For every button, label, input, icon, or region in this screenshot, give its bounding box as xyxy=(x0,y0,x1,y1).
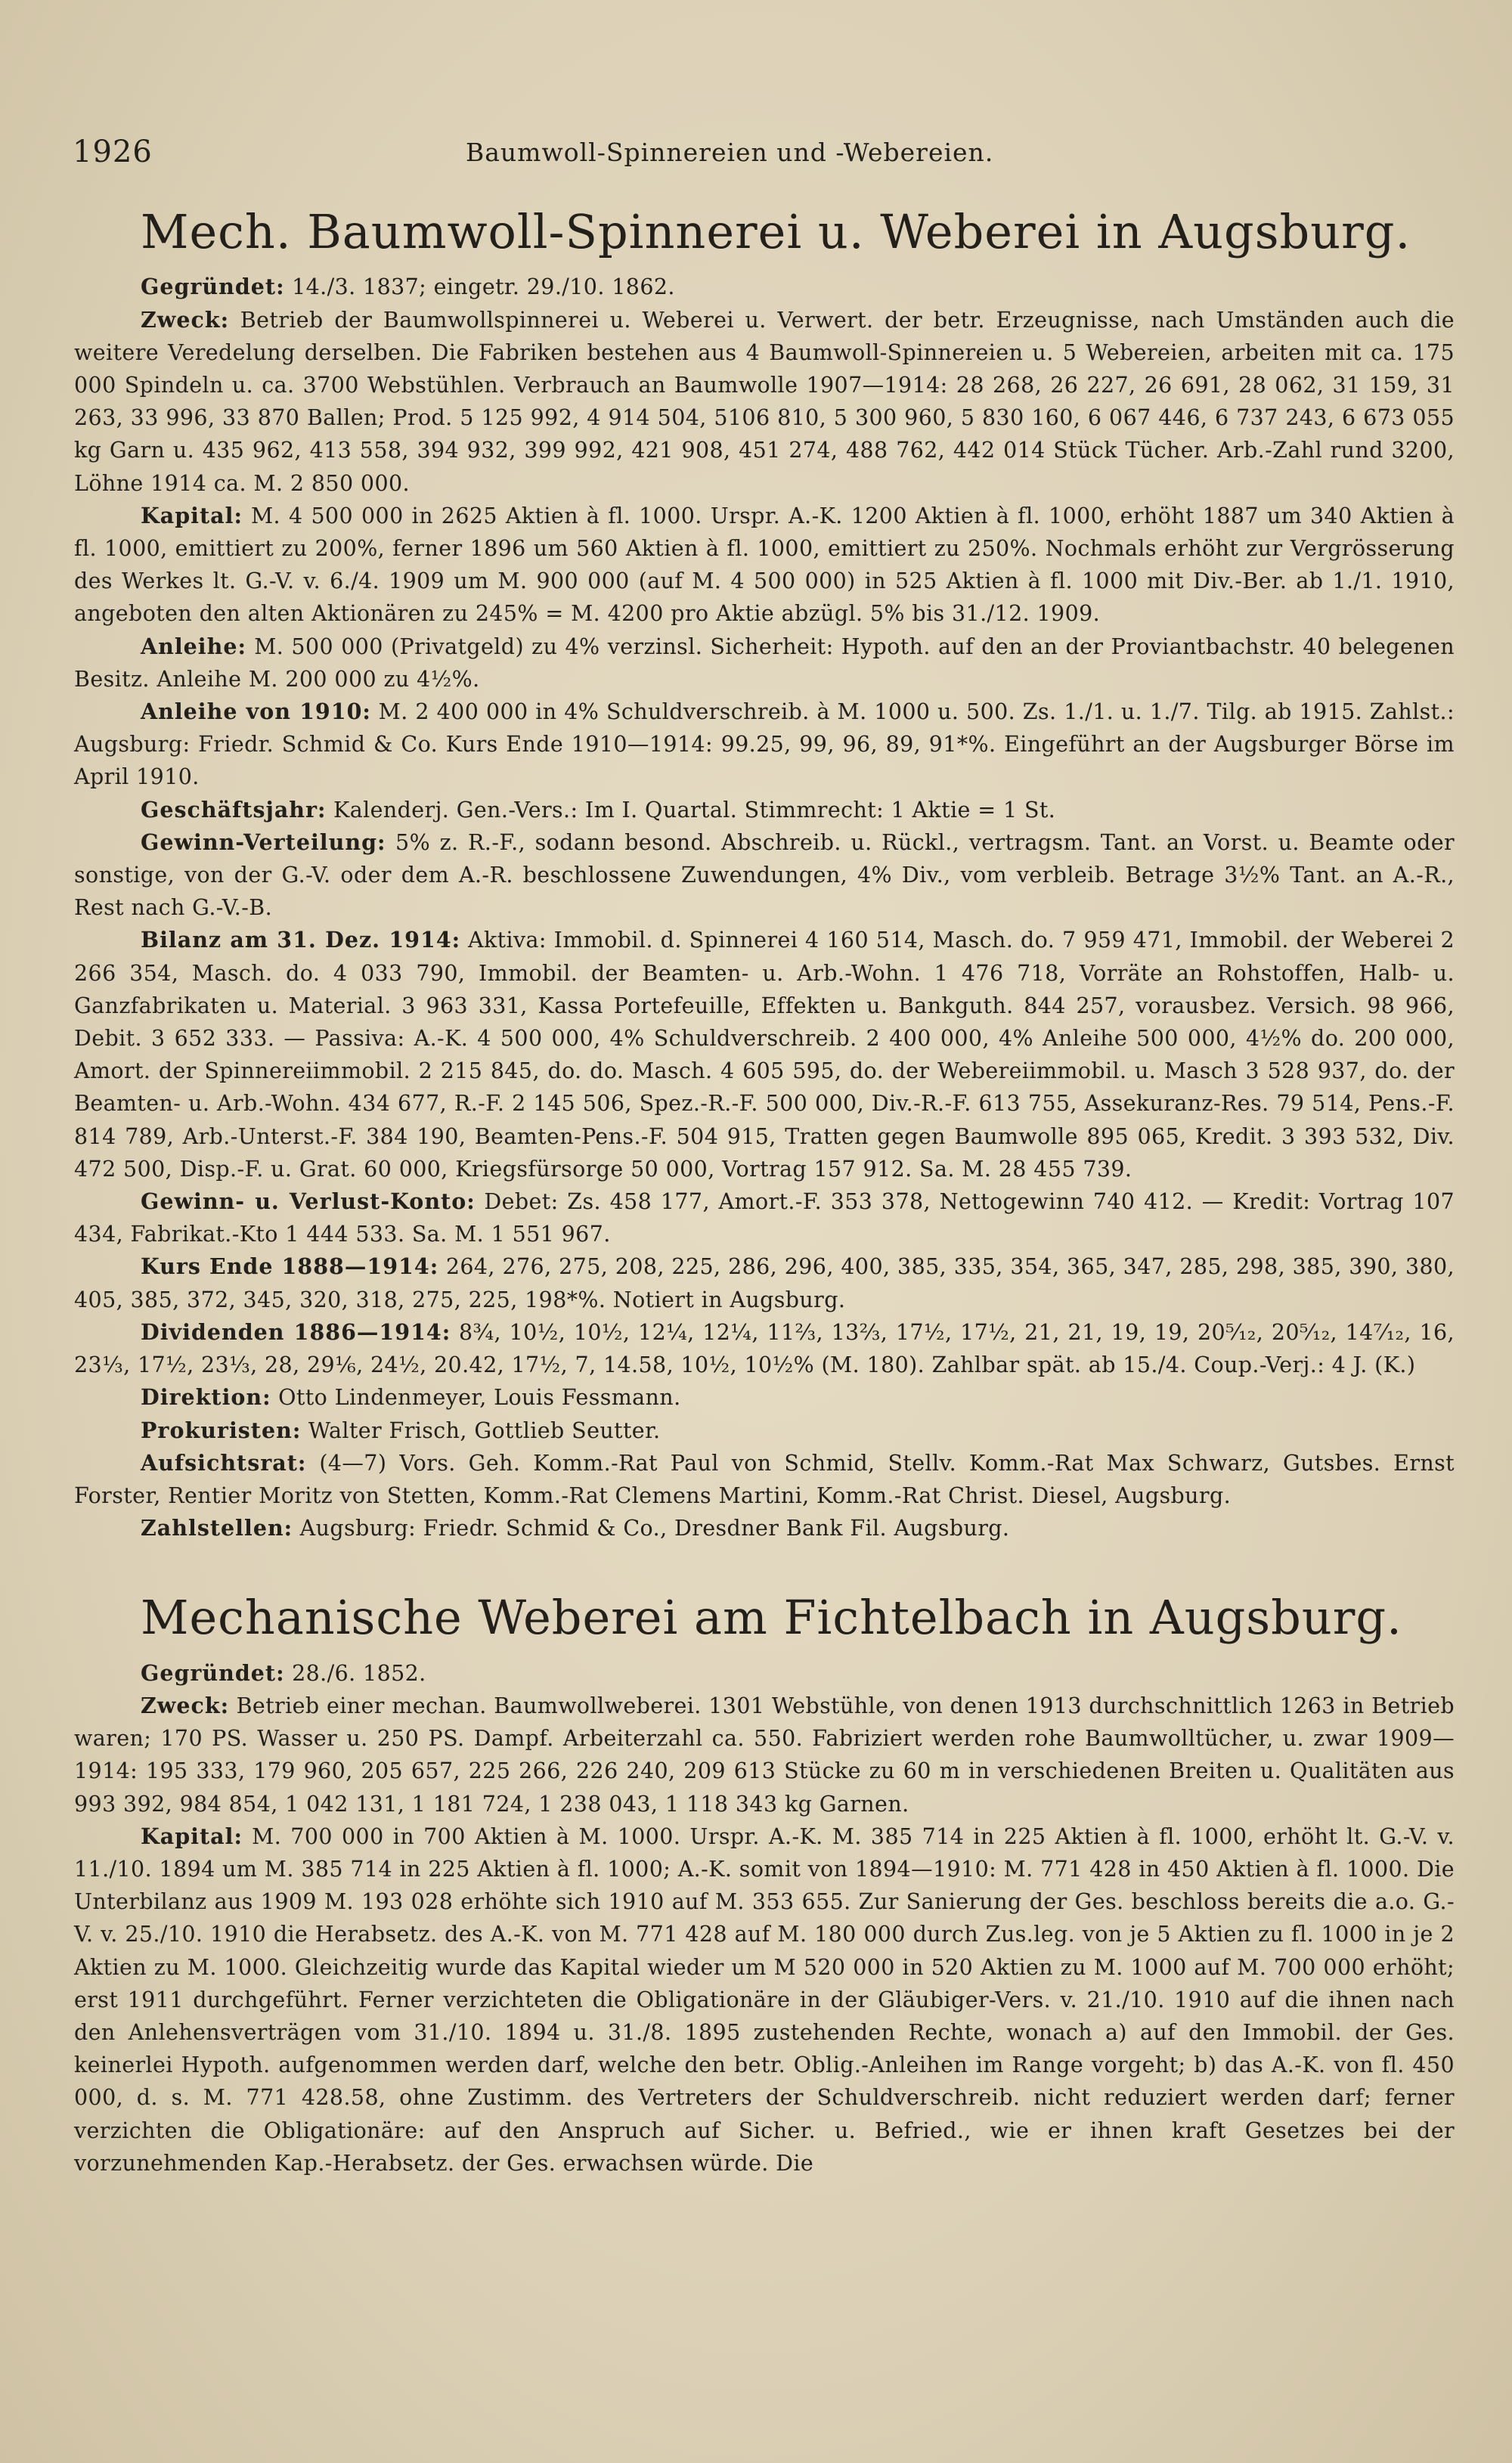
entry-label: Gewinn-Verteilung: xyxy=(141,829,386,855)
company-entry-2 xyxy=(74,1590,1455,2180)
entry-text: 8¾, 10½, 10½, 12¼, 12¼, 11⅔, 13⅔, 17½, 17½, 21, 21, 19, 19, 20⁵⁄₁₂, 20⁵⁄₁₂, 14⁷⁄₁₂, 16, 23⅓, 17½, 23⅓, 28, 29⅙, 24½, 20.42, 17½, 7, 14.58, 10½, 10½% (M. 180). Zahlbar spät. ab 15./4. Coup.-Verj.: 4 J. (K.) xyxy=(74,1319,1455,1378)
entry-text: Otto Lindenmeyer, Louis Fessmann. xyxy=(271,1385,681,1411)
entry-label: Zweck: xyxy=(141,1692,230,1718)
entry-label: Bilanz am 31. Dez. 1914: xyxy=(141,927,461,953)
entry-label: Kurs Ende 1888—1914: xyxy=(141,1253,439,1280)
entry-paragraph xyxy=(74,1381,1455,1414)
entry-text: Walter Frisch, Gottlieb Seutter. xyxy=(301,1417,661,1443)
entry-text: (4—7) Vors. Geh. Komm.-Rat Paul von Schmid, Stellv. Komm.-Rat Max Schwarz, Gutsbes. Ernst Forster, Rentier Moritz von Stetten, Komm.-Rat Clemens Martini, Komm.-Rat Christ. Diesel, Augsburg. xyxy=(74,1450,1455,1508)
company-entry-1 xyxy=(74,204,1455,1544)
entry-label: Gewinn- u. Verlust-Konto: xyxy=(141,1188,476,1215)
entry-label: Zahlstellen: xyxy=(141,1515,293,1541)
entry-text: 264, 276, 275, 208, 225, 286, 296, 400, 385, 335, 354, 365, 347, 285, 298, 385, 390, 380, 405, 385, 372, 345, 320, 318, 275, 225, 198*%. Notiert in Augsburg. xyxy=(74,1254,1455,1312)
entry-paragraph xyxy=(74,630,1455,696)
page-content xyxy=(74,204,1455,2225)
entry-text: M. 500 000 (Privatgeld) zu 4% verzinsl. Sicherheit: Hypoth. auf den an der Proviantbachstr. 40 belegenen Besitz. Anleihe M. 200 000 zu 4½%. xyxy=(74,634,1455,692)
entry-paragraph xyxy=(74,826,1455,925)
entry-label: Anleihe: xyxy=(141,633,246,659)
entry-paragraph xyxy=(74,1316,1455,1381)
entry-text: Debet: Zs. 458 177, Amort.-F. 353 378, Nettogewinn 740 412. — Kredit: Vortrag 107 434, Fabrikat.-Kto 1 444 533. Sa. M. 1 551 967. xyxy=(74,1189,1455,1247)
entry-text: Aktiva: Immobil. d. Spinnerei 4 160 514, Masch. do. 7 959 471, Immobil. der Weberei 2 266 354, Masch. do. 4 033 790, Immobil. der Beamten- u. Arb.-Wohn. 1 476 718, Vorräte an Rohstoffen, Halb- u. Ganzfabrikaten u. Material. 3 963 331, Kassa Portefeuille, Effekten u. Bankguth. 844 257, vorausbez. Versich. 98 966, Debit. 3 652 333. — Passiva: A.-K. 4 500 000, 4% Schuldverschreib. 2 400 000, 4% Anleihe 500 000, 4½% do. 200 000, Amort. der Spinnereiimmobil. 2 215 845, do. do. Masch. 4 605 595, do. der Webereiimmobil. u. Masch 3 528 937, do. der Beamten- u. Arb.-Wohn. 434 677, R.-F. 2 145 506, Spez.-R.-F. 500 000, Div.-R.-F. 613 755, Assekuranz-Res. 79 514, Pens.-F. 814 789, Arb.-Unterst.-F. 384 190, Beamten-Pens.-F. 504 915, Tratten gegen Baumwolle 895 065, Kredit. 3 393 532, Div. 472 500, Disp.-F. u. Grat. 60 000, Kriegsfürsorge 50 000, Vortrag 157 912. Sa. M. 28 455 739. xyxy=(74,928,1455,1182)
entry-text: Kalenderj. Gen.-Vers.: Im I. Quartal. Stimmrecht: 1 Aktie = 1 St. xyxy=(326,797,1056,823)
entry-paragraph xyxy=(74,500,1455,630)
company-title: Mech. Baumwoll-Spinnerei u. Weberei in Augsburg. xyxy=(141,204,1411,259)
entry-paragraph xyxy=(74,1414,1455,1447)
entry-paragraph xyxy=(74,1512,1455,1544)
company-title: Mechanische Weberei am Fichtelbach in Augsburg. xyxy=(141,1590,1402,1646)
entry-paragraph xyxy=(74,794,1455,826)
entry-text: M. 700 000 in 700 Aktien à M. 1000. Urspr. A.-K. M. 385 714 in 225 Aktien à fl. 1000, erhöht lt. G.-V. v. 11./10. 1894 um M. 385 714 in 225 Aktien à fl. 1000; A.-K. somit von 1894—1910: M. 771 428 in 450 Aktien à fl. 1000. Die Unterbilanz aus 1909 M. 193 028 erhöhte sich 1910 auf M. 353 655. Zur Sanierung der Ges. beschloss bereits die a.o. G.-V. v. 25./10. 1910 die Herabsetz. des A.-K. von M. 771 428 auf M. 180 000 durch Zus.leg. von je 5 Aktien zu fl. 1000 in je 2 Aktien zu M. 1000. Gleichzeitig wurde das Kapital wieder um M 520 000 in 520 Aktien zu M. 1000 auf M. 700 000 erhöht; erst 1911 durchgeführt. Ferner verzichteten die Obligationäre in der Gläubiger-Vers. v. 21./10. 1910 auf die ihnen nach den Anlehensverträgen vom 31./10. 1894 u. 31./8. 1895 zustehenden Rechte, wonach a) auf den Immobil. der Ges. keinerlei Hypoth. aufgenommen werden darf, welche den betr. Oblig.-Anleihen im Range vorgeht; b) das A.-K. von fl. 450 000, d. s. M. 771 428.58, ohne Zustimm. des Vertreters der Schuldverschreib. nicht reduziert werden darf; ferner verzichten die Obligationäre: auf den Anspruch auf Sicher. u. Befried., wie er ihnen kraft Gesetzes bei der vorzunehmenden Kap.-Herabsetz. der Ges. erwachsen würde. Die xyxy=(74,1823,1455,2176)
entry-label: Aufsichtsrat: xyxy=(141,1449,307,1476)
running-title: Baumwoll-Spinnereien und -Webereien. xyxy=(466,138,994,167)
entry-label: Gegründet: xyxy=(141,274,285,300)
entry-label: Anleihe von 1910: xyxy=(141,699,371,725)
entry-paragraph xyxy=(74,924,1455,1185)
entry-paragraph xyxy=(74,1447,1455,1512)
entry-paragraph xyxy=(74,696,1455,794)
entry-paragraph xyxy=(74,1250,1455,1315)
entry-text: Betrieb einer mechan. Baumwollweberei. 1301 Webstühle, von denen 1913 durchschnittlich 1263 in Betrieb waren; 170 PS. Wasser u. 250 PS. Dampf. Arbeiterzahl ca. 550. Fabriziert werden rohe Baumwolltücher, u. zwar 1909—1914: 195 333, 179 960, 205 657, 225 266, 226 240, 209 613 Stücke zu 60 m in verschiedenen Breiten u. Qualitäten aus 993 392, 984 854, 1 042 131, 1 181 724, 1 238 043, 1 118 343 kg Garnen. xyxy=(74,1693,1455,1817)
entry-paragraph xyxy=(74,1690,1455,1820)
entry-label: Zweck: xyxy=(141,306,230,333)
entry-text: 5% z. R.-F., sodann besond. Abschreib. u. Rückl., vertragsm. Tant. an Vorst. u. Beamte oder sonstige, von der G.-V. oder dem A.-R. beschlossene Zuwendungen, 4% Div., vom verbleib. Betrage 3½% Tant. an A.-R., Rest nach G.-V.-B. xyxy=(74,829,1455,921)
entry-paragraph xyxy=(74,1820,1455,2180)
entry-paragraph xyxy=(74,1185,1455,1250)
entry-paragraph xyxy=(74,1657,1455,1690)
entry-text: Augsburg: Friedr. Schmid & Co., Dresdner Bank Fil. Augsburg. xyxy=(293,1516,1010,1541)
page-number: 1926 xyxy=(73,135,153,169)
entry-paragraph xyxy=(74,304,1455,500)
entry-label: Kapital: xyxy=(141,502,243,528)
entry-label: Prokuristen: xyxy=(141,1417,302,1443)
entry-label: Geschäftsjahr: xyxy=(141,796,327,823)
entry-label: Gegründet: xyxy=(141,1659,285,1686)
entry-text: Betrieb der Baumwollspinnerei u. Weberei u. Verwert. der betr. Erzeugnisse, nach Umständen auch die weitere Veredelung derselben. Die Fabriken bestehen aus 4 Baumwoll-Spinnereien u. 5 Webereien, arbeiten mit ca. 175 000 Spindeln u. ca. 3700 Webstühlen. Verbrauch an Baumwolle 1907—1914: 28 268, 26 227, 26 691, 28 062, 31 159, 31 263, 33 996, 33 870 Ballen; Prod. 5 125 992, 4 914 504, 5106 810, 5 300 960, 5 830 160, 6 067 446, 6 737 243, 6 673 055 kg Garn u. 435 962, 413 558, 394 932, 399 992, 421 908, 451 274, 488 762, 442 014 Stück Tücher. Arb.-Zahl rund 3200, Löhne 1914 ca. M. 2 850 000. xyxy=(74,307,1455,496)
entry-label: Dividenden 1886—1914: xyxy=(141,1318,451,1345)
entry-text: 28./6. 1852. xyxy=(284,1660,426,1686)
entry-text: M. 2 400 000 in 4% Schuldverschreib. à M. 1000 u. 500. Zs. 1./1. u. 1./7. Tilg. ab 1915. Zahlst.: Augsburg: Friedr. Schmid & Co. Kurs Ende 1910—1914: 99.25, 99, 96, 89, 91*%. Eingeführt an der Augsburger Börse im April 1910. xyxy=(74,699,1455,790)
entry-text: M. 4 500 000 in 2625 Aktien à fl. 1000. Urspr. A.-K. 1200 Aktien à fl. 1000, erhöht 1887 um 340 Aktien à fl. 1000, emittiert zu 200%, ferner 1896 um 560 Aktien à fl. 1000, emittiert zu 250%. Nochmals erhöht zur Vergrösserung des Werkes lt. G.-V. v. 6./4. 1909 um M. 900 000 (auf M. 4 500 000) in 525 Aktien à fl. 1000 mit Div.-Ber. ab 1./1. 1910, angeboten den alten Aktionären zu 245% = M. 4200 pro Aktie abzügl. 5% bis 31./12. 1909. xyxy=(74,503,1455,627)
entry-paragraph xyxy=(74,271,1455,303)
entry-text: 14./3. 1837; eingetr. 29./10. 1862. xyxy=(284,274,675,300)
entry-label: Direktion: xyxy=(141,1384,271,1411)
entry-label: Kapital: xyxy=(141,1823,243,1849)
page-header xyxy=(73,135,1456,172)
